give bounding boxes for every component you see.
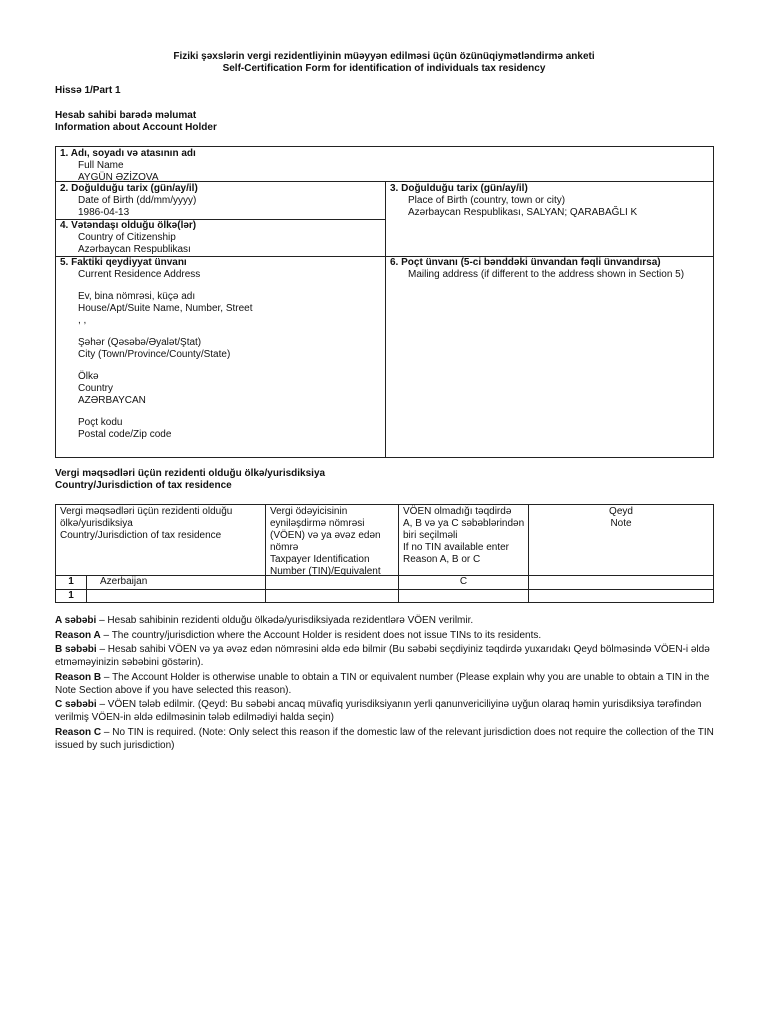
- country-value: AZƏRBAYCAN: [78, 395, 146, 406]
- reason-text: – VÖEN tələb edilmir. (Qeyd: Bu səbəbi ancaq müvafiq yurisdiksiyanın yerli qanunvericiliyinə uyğun olaraq həmin yurisdiksiya tərəfindən verilmiş VÖEN-in əldə edilməsinin tələb edilmədiyi halda seçin): [55, 699, 702, 723]
- full-name-label-az: 1. Adı, soyadı və atasının adı: [60, 148, 196, 159]
- header-tin-line: nömrə: [270, 542, 299, 553]
- reason-label: B səbəbi: [55, 644, 97, 655]
- reason-text: – The Account Holder is otherwise unable to obtain a TIN or equivalent number (Please explain why you are unable to obtain a TIN in the Note Section above if you have selected this reason).: [55, 671, 710, 696]
- header-reason-line: biri seçilməli: [403, 530, 458, 541]
- header-country: [60, 506, 260, 542]
- reason-text: – Hesab sahibi VÖEN və ya əvəz edən nömrəsini əldə edə bilmir (Bu səbəbi seçdiyiniz təqdirdə yuxarıdakı Qeyd bölməsində VÖEN-i əldə etməməyinizin səbəbini göstərin).: [55, 644, 710, 668]
- reason-c-az: [55, 698, 715, 724]
- city-label-az: Şəhər (Qəsəbə/Əyalət/Ştat): [78, 337, 202, 348]
- header-reason-line: VÖEN olmadığı təqdirdə: [403, 506, 512, 517]
- header-note-line: Note: [610, 518, 632, 529]
- pob-label-en: Place of Birth (country, town or city): [408, 195, 566, 206]
- country-label-en: Country: [78, 383, 114, 394]
- citizenship-value: Azərbaycan Respublikası: [78, 244, 191, 255]
- reason-b-az: [55, 643, 715, 669]
- row-reason: C: [459, 576, 468, 587]
- header-tin-line: eyniləşdirmə nömrəsi: [270, 518, 365, 529]
- reason-b-en: [55, 671, 715, 697]
- reason-label: C səbəbi: [55, 699, 97, 710]
- reason-a-en: [55, 629, 715, 642]
- section-heading: [55, 110, 217, 134]
- reason-label: Reason C: [55, 726, 102, 738]
- residence-label-en: Current Residence Address: [78, 269, 201, 280]
- full-name-cell: [60, 148, 700, 184]
- mailing-label-az: 6. Poçt ünvanı (5-ci bənddəki ünvandan fəqli ünvandırsa): [390, 257, 661, 268]
- section-heading-az: Hesab sahibi barədə məlumat: [55, 110, 197, 121]
- pob-value: Azərbaycan Respublikası, SALYAN; QARABAĞLI K: [408, 207, 638, 218]
- row-number: 1: [68, 576, 74, 587]
- citizenship-label-en: Country of Citizenship: [78, 232, 176, 243]
- reason-label: Reason B: [55, 671, 102, 683]
- dob-value: 1986-04-13: [78, 207, 130, 218]
- tax-residence-table: [55, 504, 714, 603]
- header-country-line: Country/Jurisdiction of tax residence: [60, 530, 222, 541]
- header-note-line: Qeyd: [609, 506, 633, 517]
- pob-label-az: 3. Doğulduğu tarix (gün/ay/il): [390, 183, 528, 194]
- column-divider: [385, 181, 386, 457]
- dob-cell: [60, 183, 380, 219]
- country-label-az: Ölkə: [78, 371, 99, 382]
- row-number-divider: [86, 575, 87, 602]
- header-reason-line: A, B və ya C səbəblərindən: [403, 518, 525, 529]
- residence-label-az: 5. Faktiki qeydiyyat ünvanı: [60, 257, 187, 268]
- account-holder-table: [55, 146, 714, 458]
- postal-label-en: Postal code/Zip code: [78, 429, 172, 440]
- full-name-value: AYGÜN ƏZİZOVA: [78, 172, 159, 183]
- reason-c-en: [55, 726, 715, 752]
- row-number: 1: [68, 590, 74, 601]
- header-reason: [403, 506, 525, 566]
- citizenship-cell: [60, 220, 380, 256]
- mailing-label-en: Mailing address (if different to the address shown in Section 5): [408, 269, 685, 280]
- header-reason-line: If no TIN available enter: [403, 542, 509, 553]
- part-label: Hissə 1/Part 1: [55, 85, 121, 96]
- reason-label: Reason A: [55, 629, 101, 641]
- pob-cell: [390, 183, 710, 219]
- tax-residence-heading-en: Country/Jurisdiction of tax residence: [55, 480, 232, 491]
- header-note: [529, 506, 713, 530]
- header-tin-line: (VÖEN) və ya əvəz edən: [270, 530, 381, 541]
- street-value: , ,: [78, 315, 87, 326]
- row-country: Azerbaijan: [100, 576, 148, 587]
- header-country-line: Vergi məqsədləri üçün rezidenti olduğu: [60, 506, 233, 517]
- section-heading-en: Information about Account Holder: [55, 122, 217, 133]
- header-tin-line: Number (TIN)/Equivalent: [270, 566, 381, 577]
- reasons-section: [55, 614, 715, 753]
- reason-a-az: [55, 614, 715, 627]
- dob-label-az: 2. Doğulduğu tarix (gün/ay/il): [60, 183, 198, 194]
- reason-text: – No TIN is required. (Note: Only select this reason if the domestic law of the relevant jurisdiction does not require the collection of the TIN issued by such jurisdiction): [55, 726, 714, 751]
- street-label-az: Ev, bina nömrəsi, küçə adı: [78, 291, 196, 302]
- title-az: Fiziki şəxslərin vergi rezidentliyinin müəyyən edilməsi üçün özünüqiymətləndirmə anketi: [173, 51, 595, 62]
- dob-label-en: Date of Birth (dd/mm/yyyy): [78, 195, 197, 206]
- reason-text: – Hesab sahibinin rezidenti olduğu ölkədə/yurisdiksiyada rezidentlərə VÖEN verilmir.: [96, 615, 474, 626]
- tax-residence-heading-az: Vergi məqsədləri üçün rezidenti olduğu ölkə/yurisdiksiya: [55, 468, 326, 479]
- column-divider: [265, 505, 266, 602]
- header-tin: [270, 506, 395, 578]
- street-label-en: House/Apt/Suite Name, Number, Street: [78, 303, 253, 314]
- full-name-label-en: Full Name: [78, 160, 124, 171]
- header-country-line: ölkə/yurisdiksiya: [60, 518, 133, 529]
- mailing-address-cell: [390, 257, 710, 281]
- citizenship-label-az: 4. Vətəndaşı olduğu ölkə(lər): [60, 220, 197, 231]
- header-reason-line: Reason A, B or C: [403, 554, 481, 565]
- tax-residence-heading: [55, 468, 325, 492]
- title-en: Self-Certification Form for identification of individuals tax residency: [222, 63, 546, 74]
- reason-text: – The country/jurisdiction where the Account Holder is resident does not issue TINs to its residents.: [100, 629, 542, 641]
- reason-label: A səbəbi: [55, 615, 97, 626]
- row-divider: [56, 589, 713, 590]
- city-label-en: City (Town/Province/County/State): [78, 349, 231, 360]
- residence-address-cell: [60, 257, 380, 441]
- document-title: [0, 51, 768, 75]
- postal-label-az: Poçt kodu: [78, 417, 123, 428]
- header-tin-line: Taxpayer Identification: [270, 554, 370, 565]
- header-tin-line: Vergi ödəyicisinin: [270, 506, 348, 517]
